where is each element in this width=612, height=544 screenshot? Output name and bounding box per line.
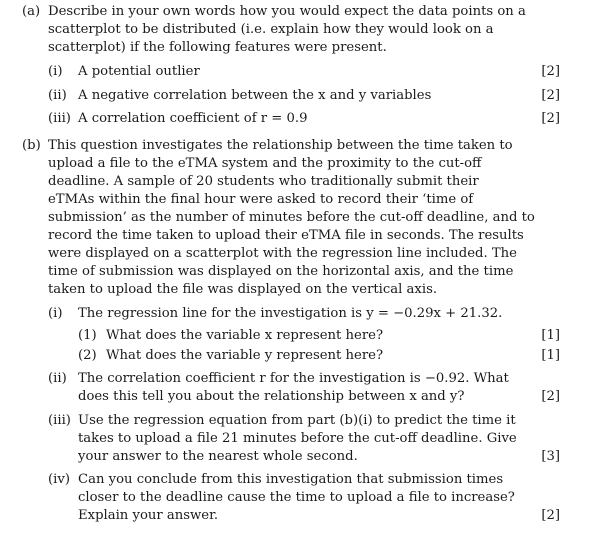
part-b-item-ii-line-1: The correlation coefficient r for the investigation is −0.92. What	[78, 371, 509, 386]
part-a-text-line-3: scatterplot) if the following features were present.	[48, 40, 387, 55]
part-b-item-iv-marks: [2]	[541, 508, 560, 523]
part-a-item-i-label: (i)	[48, 64, 63, 79]
part-a-item-iii-marks: [2]	[541, 111, 560, 126]
part-b-text-line-3: deadline. A sample of 20 students who traditionally submit their	[48, 174, 479, 189]
part-b-text-line-5: submission’ as the number of minutes before the cut-off deadline, and to	[48, 210, 535, 225]
part-b-subitem-2-text: What does the variable y represent here?	[106, 348, 384, 363]
part-a-item-ii-label: (ii)	[48, 88, 67, 103]
part-b-item-iii-line-2: takes to upload a file 21 minutes before the cut-off deadline. Give	[78, 431, 517, 446]
part-b-label: (b)	[22, 138, 41, 153]
part-b-subitem-1-text: What does the variable x represent here?	[106, 328, 384, 343]
part-a-item-ii-text: A negative correlation between the x and y variables	[78, 88, 432, 103]
part-b-text-line-9: taken to upload the file was displayed on the vertical axis.	[48, 282, 438, 297]
part-b-item-ii-label: (ii)	[48, 371, 67, 386]
part-b-item-iv-line-2: closer to the deadline cause the time to upload a file to increase?	[78, 490, 515, 505]
part-b-item-i-label: (i)	[48, 306, 63, 321]
part-b-item-ii-line-2: does this tell you about the relationship between x and y?	[78, 389, 465, 404]
part-a-label: (a)	[22, 4, 41, 19]
part-b-item-ii-marks: [2]	[541, 389, 560, 404]
part-b-subitem-1-marks: [1]	[541, 328, 560, 343]
part-a-item-i-text: A potential outlier	[78, 64, 200, 79]
part-b-item-iii-marks: [3]	[541, 449, 560, 464]
part-b-item-iv-label: (iv)	[48, 472, 70, 487]
part-b-item-iii-line-1: Use the regression equation from part (b)(i) to predict the time it	[78, 413, 516, 428]
part-b-text-line-6: record the time taken to upload their eTMA file in seconds. The results	[48, 228, 524, 243]
part-b-text-line-2: upload a file to the eTMA system and the proximity to the cut-off	[48, 156, 482, 171]
part-b-subitem-2-label: (2)	[78, 348, 97, 363]
part-b-subitem-1-label: (1)	[78, 328, 97, 343]
part-b-item-i-text: The regression line for the investigation is y = −0.29x + 21.32.	[78, 306, 503, 321]
part-b-text-line-7: were displayed on a scatterplot with the regression line included. The	[48, 246, 517, 261]
part-b-item-iv-line-1: Can you conclude from this investigation that submission times	[78, 472, 504, 487]
part-a-item-i-marks: [2]	[541, 64, 560, 79]
part-a-text-line-2: scatterplot to be distributed (i.e. explain how they would look on a	[48, 22, 494, 37]
part-a-item-iii-label: (iii)	[48, 111, 71, 126]
part-a-text-line-1: Describe in your own words how you would expect the data points on a	[48, 4, 526, 19]
part-b-text-line-8: time of submission was displayed on the horizontal axis, and the time	[48, 264, 514, 279]
part-b-text-line-4: eTMAs within the final hour were asked to record their ‘time of	[48, 192, 474, 207]
part-a-item-iii-text: A correlation coefficient of r = 0.9	[78, 111, 308, 126]
part-b-subitem-2-marks: [1]	[541, 348, 560, 363]
part-a-item-ii-marks: [2]	[541, 88, 560, 103]
part-b-item-iii-line-3: your answer to the nearest whole second.	[78, 449, 358, 464]
part-b-item-iii-label: (iii)	[48, 413, 71, 428]
part-b-item-iv-line-3: Explain your answer.	[78, 508, 219, 523]
part-b-text-line-1: This question investigates the relationship between the time taken to	[48, 138, 513, 153]
